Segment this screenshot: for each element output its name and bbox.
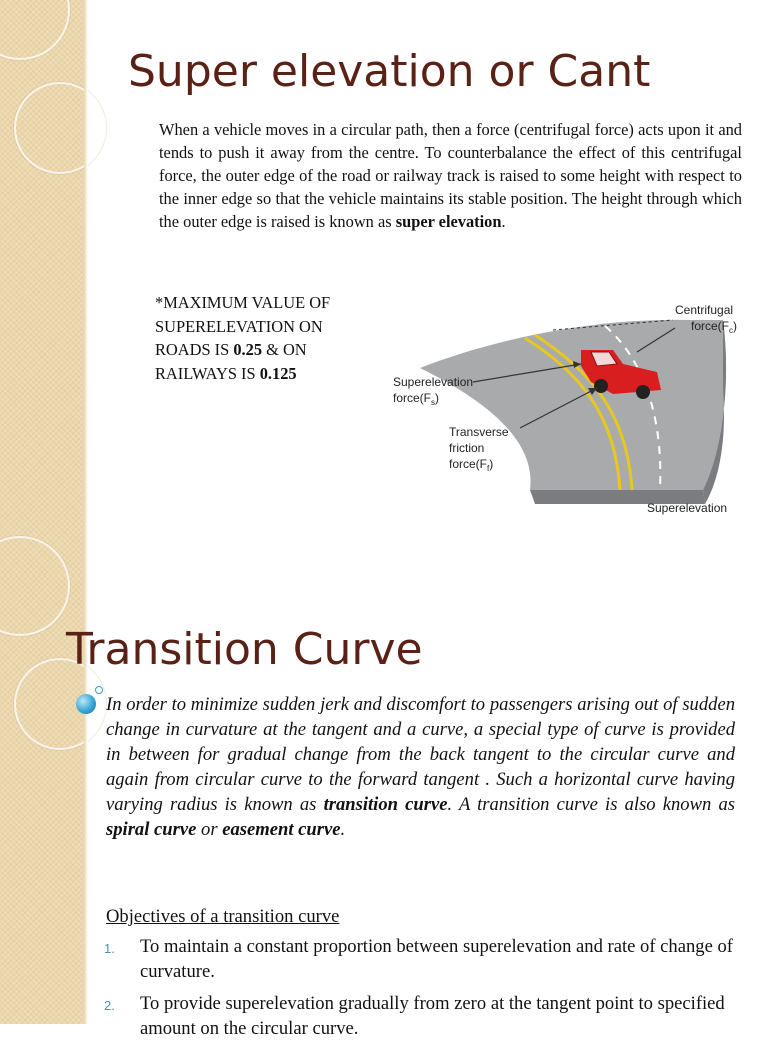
term-spiral-curve: spiral curve: [106, 819, 197, 841]
list-item: [106, 934, 736, 984]
superelevation-diagram: [385, 290, 755, 522]
slide-transition-curve: [0, 576, 768, 1039]
label-superelevation-force: $force(F_s)$: [393, 391, 440, 407]
decorative-ring: [14, 82, 106, 174]
car-wheel: [594, 379, 608, 393]
transition-paragraph: [106, 692, 735, 843]
label-friction: friction: [449, 441, 485, 455]
slide-title: Super elevation or Cant: [128, 46, 651, 97]
list-item: [106, 991, 736, 1041]
label-centrifugal-force: $force(F_c)$: [691, 319, 738, 335]
objectives-list: [106, 934, 736, 1048]
list-text: To provide superelevation gradually from zero at the tangent point to specified amount on the circular curve.: [140, 993, 725, 1039]
superelevation-note: [155, 291, 370, 385]
decorative-ring: [0, 0, 70, 60]
term-easement-curve: easement curve: [222, 819, 341, 841]
roads-value: 0.25: [233, 340, 263, 359]
decorative-stripe: [0, 0, 84, 576]
bullet-accent-icon: [95, 686, 103, 694]
para-text: . A transition curve is also known as: [447, 794, 735, 816]
objectives-heading: Objectives of a transition curve: [106, 906, 340, 927]
list-number: 2.: [104, 998, 115, 1013]
label-transverse: Transverse: [449, 425, 509, 439]
intro-paragraph: [159, 118, 742, 233]
stripe-edge: [84, 0, 88, 576]
label-superelevation: Superelevation: [393, 375, 474, 389]
intro-text: When a vehicle moves in a circular path, then a force (centrifugal force) acts upon it and tends to push it away from the centre. To counterbalance the effect of this centrifugal force, the outer edge of the road or railway track is raised to some height with respect to the inner edge so that the vehicle maintains its stable position. The height through which the outer edge is raised is known as: [159, 120, 742, 231]
para-text: In order to minimize sudden jerk and discomfort to passengers arising out of sudden change in curvature at the tangent and a curve, a special type of curve is provided in between for gradual change from the back tangent to the circular curve and again from circular curve to the forward tangent . Such a horizontal curve having varying radius is known as: [106, 694, 735, 816]
para-text: .: [340, 819, 346, 841]
label-centrifugal: Centrifugal: [675, 303, 734, 317]
note-text: *MAXIMUM VALUE OF SUPERELEVATION ON ROADS IS: [155, 293, 331, 359]
label-friction-force: $force(F_f)$: [449, 457, 494, 473]
car-wheel: [636, 385, 650, 399]
bullet-icon: [76, 694, 96, 714]
term-transition-curve: transition curve: [323, 794, 448, 816]
note-text: & ON RAILWAYS IS: [155, 340, 307, 383]
intro-end: .: [501, 212, 506, 231]
para-text: or: [196, 819, 223, 841]
intro-bold-term: super elevation: [395, 212, 502, 231]
list-text: To maintain a constant proportion between superelevation and rate of change of curvature.: [140, 936, 733, 982]
list-number: 1.: [104, 941, 115, 956]
slide-title: Transition Curve: [66, 624, 423, 675]
label-bottom-superelevation: Superelevation: [647, 501, 728, 515]
railways-value: 0.125: [259, 363, 297, 383]
